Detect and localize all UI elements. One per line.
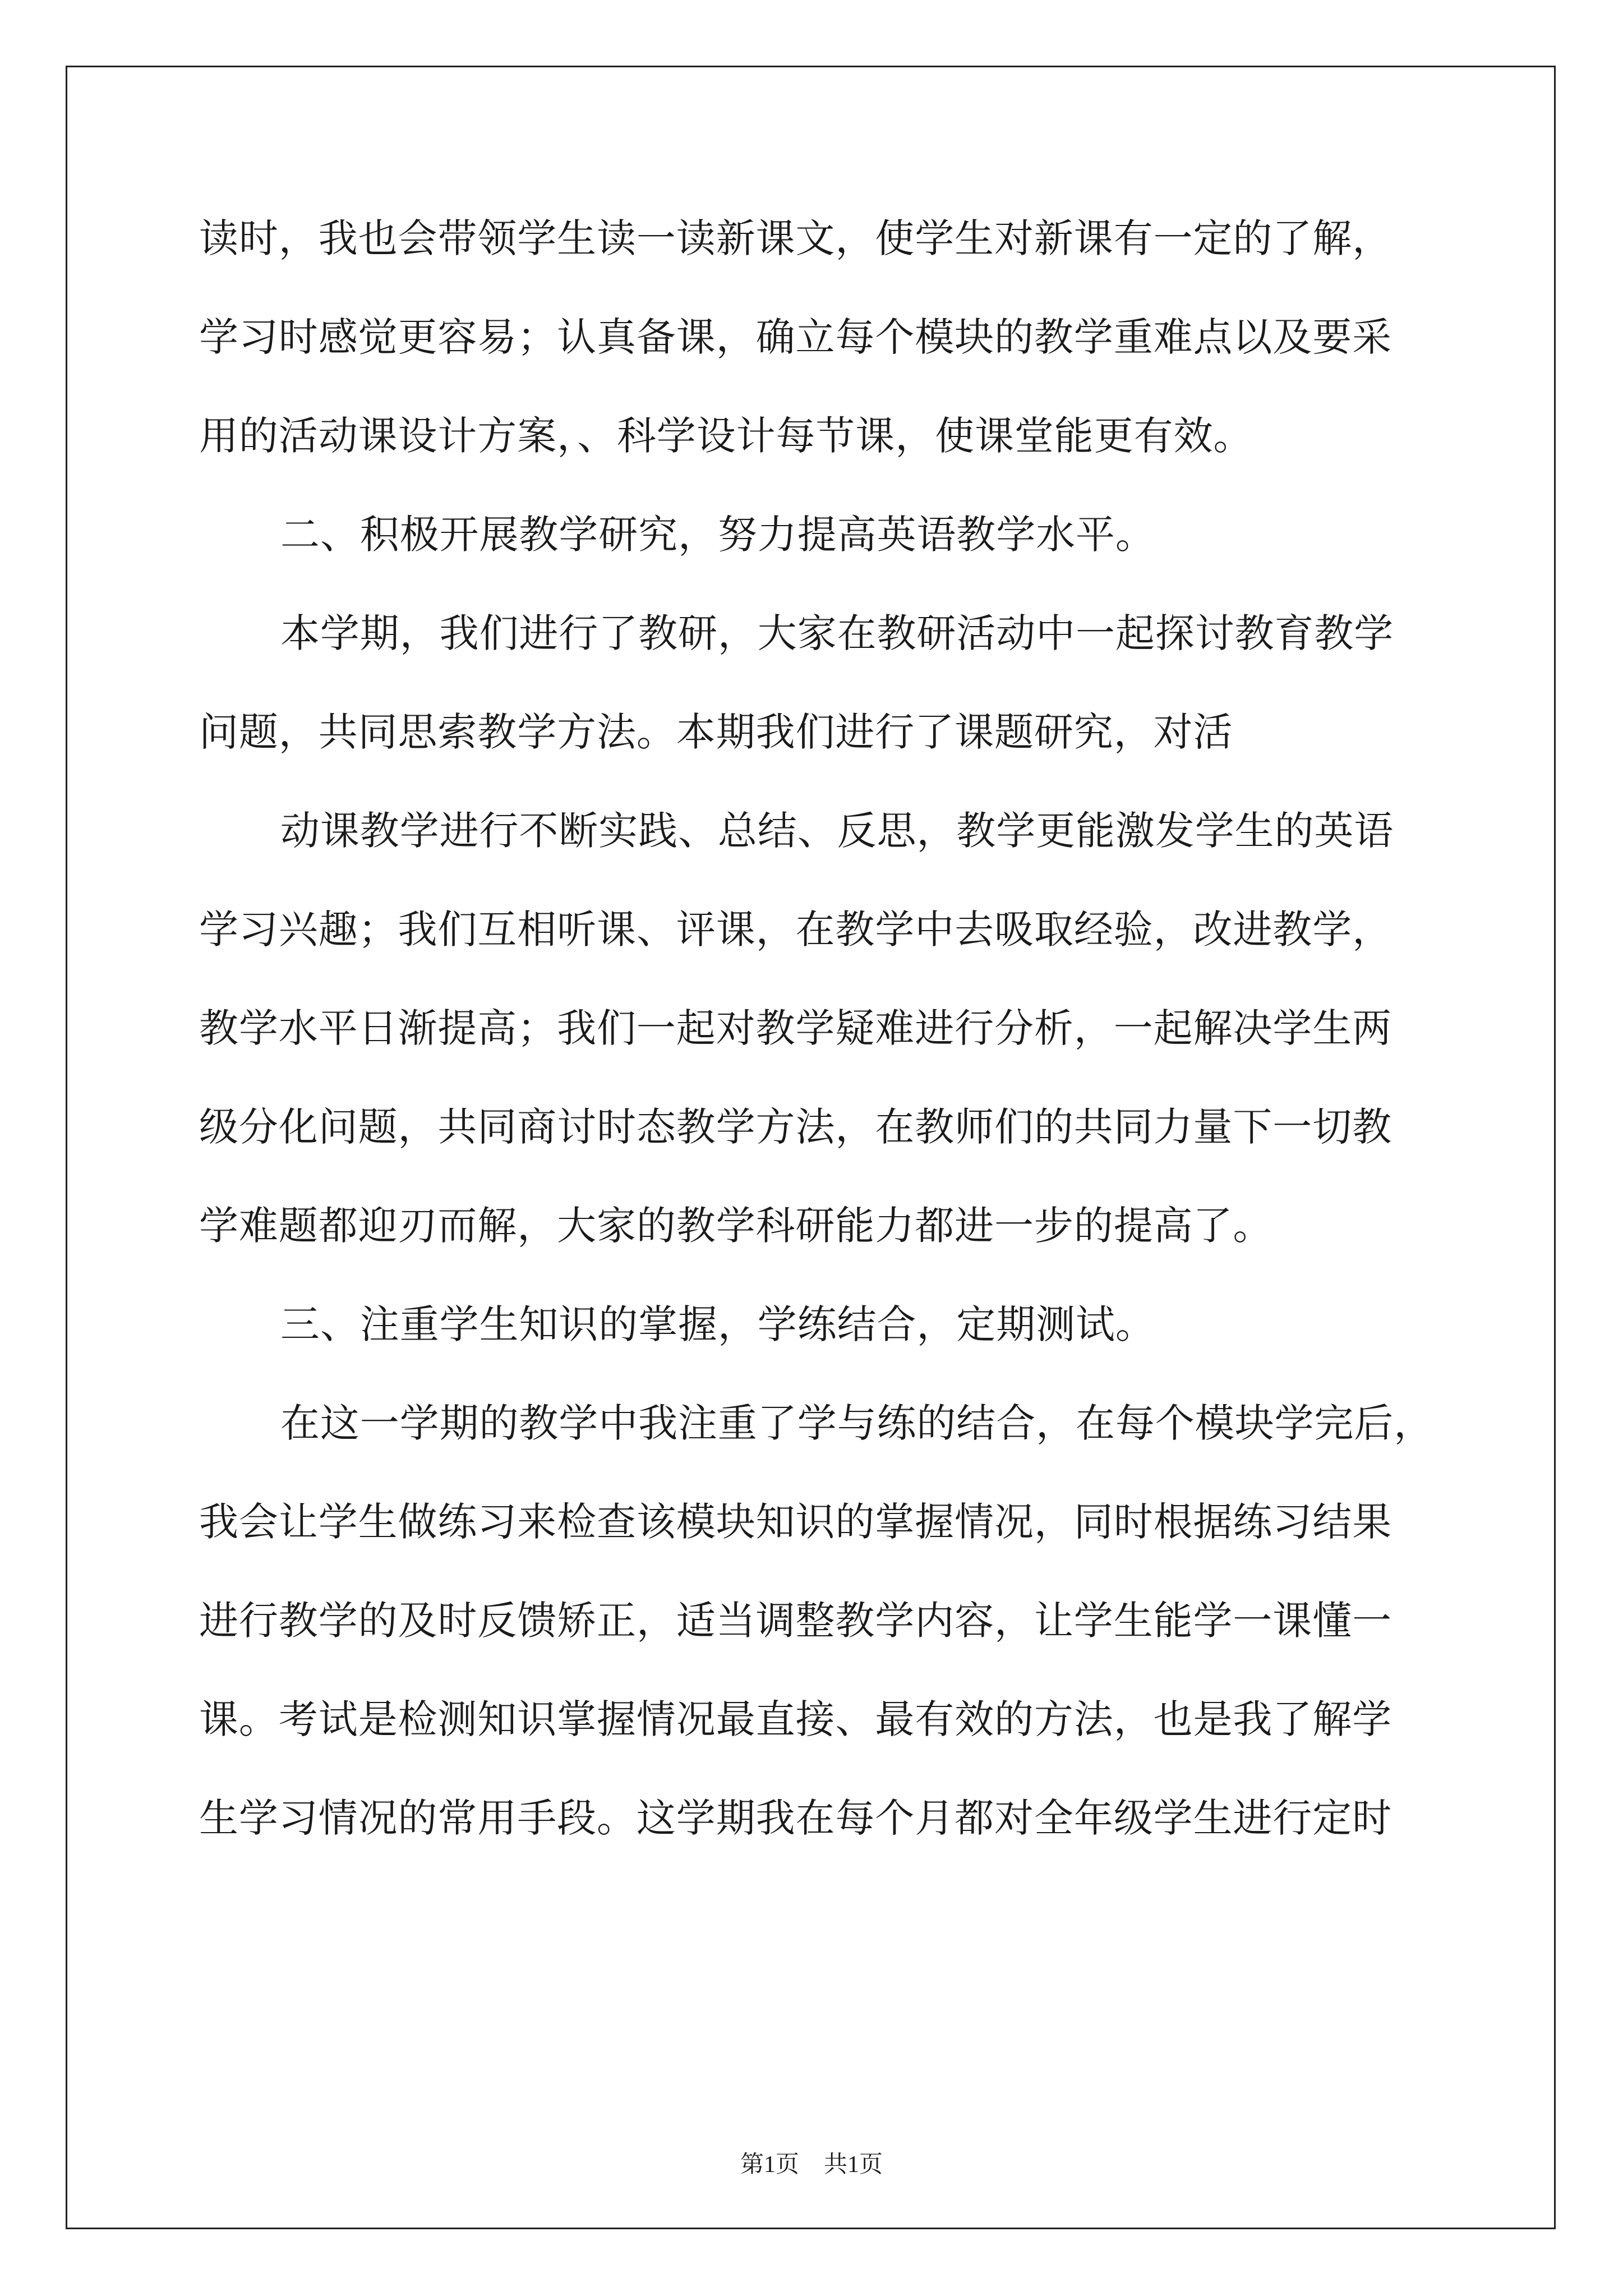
text-line: 读时，我也会带领学生读一读新课文，使学生对新课有一定的了解，	[199, 215, 1392, 261]
text-line: 在这一学期的教学中我注重了学与练的结合，在每个模块学完后，	[280, 1400, 1434, 1446]
text-line: 级分化问题，共同商讨时态教学方法，在教师们的共同力量下一切教	[199, 1104, 1392, 1150]
text-line: 用的活动课设计方案，、科学设计每节课，使课堂能更有效。	[199, 413, 1253, 459]
section-heading: 三、注重学生知识的掌握，学练结合，定期测试。	[280, 1301, 1155, 1347]
text-line: 教学水平日渐提高；我们一起对教学疑难进行分析，一起解决学生两	[199, 1005, 1392, 1051]
text-line: 进行教学的及时反馈矫正，适当调整教学内容，让学生能学一课懂一	[199, 1598, 1392, 1644]
text-line: 我会让学生做练习来检查该模块知识的掌握情况，同时根据练习结果	[199, 1499, 1392, 1545]
text-line: 问题，共同思索教学方法。本期我们进行了课题研究，对活	[199, 709, 1233, 755]
page-number: 第1页	[740, 2152, 799, 2178]
text-line: 学难题都迎刃而解，大家的教学科研能力都进一步的提高了。	[199, 1203, 1273, 1249]
section-heading: 二、积极开展教学研究，努力提高英语教学水平。	[280, 512, 1155, 558]
text-line: 学习时感觉更容易；认真备课，确立每个模块的教学重难点以及要采	[199, 314, 1392, 360]
text-line: 课。考试是检测知识掌握情况最直接、最有效的方法，也是我了解学	[199, 1696, 1392, 1742]
text-line: 动课教学进行不断实践、总结、反思，教学更能激发学生的英语	[280, 808, 1394, 854]
page-total: 共1页	[824, 2152, 883, 2178]
text-line: 学习兴趣；我们互相听课、评课，在教学中去吸取经验，改进教学，	[199, 907, 1392, 953]
text-line: 本学期，我们进行了教研，大家在教研活动中一起探讨教育教学	[280, 610, 1394, 656]
text-line: 生学习情况的常用手段。这学期我在每个月都对全年级学生进行定时	[199, 1795, 1392, 1841]
page-footer	[0, 2146, 1623, 2179]
